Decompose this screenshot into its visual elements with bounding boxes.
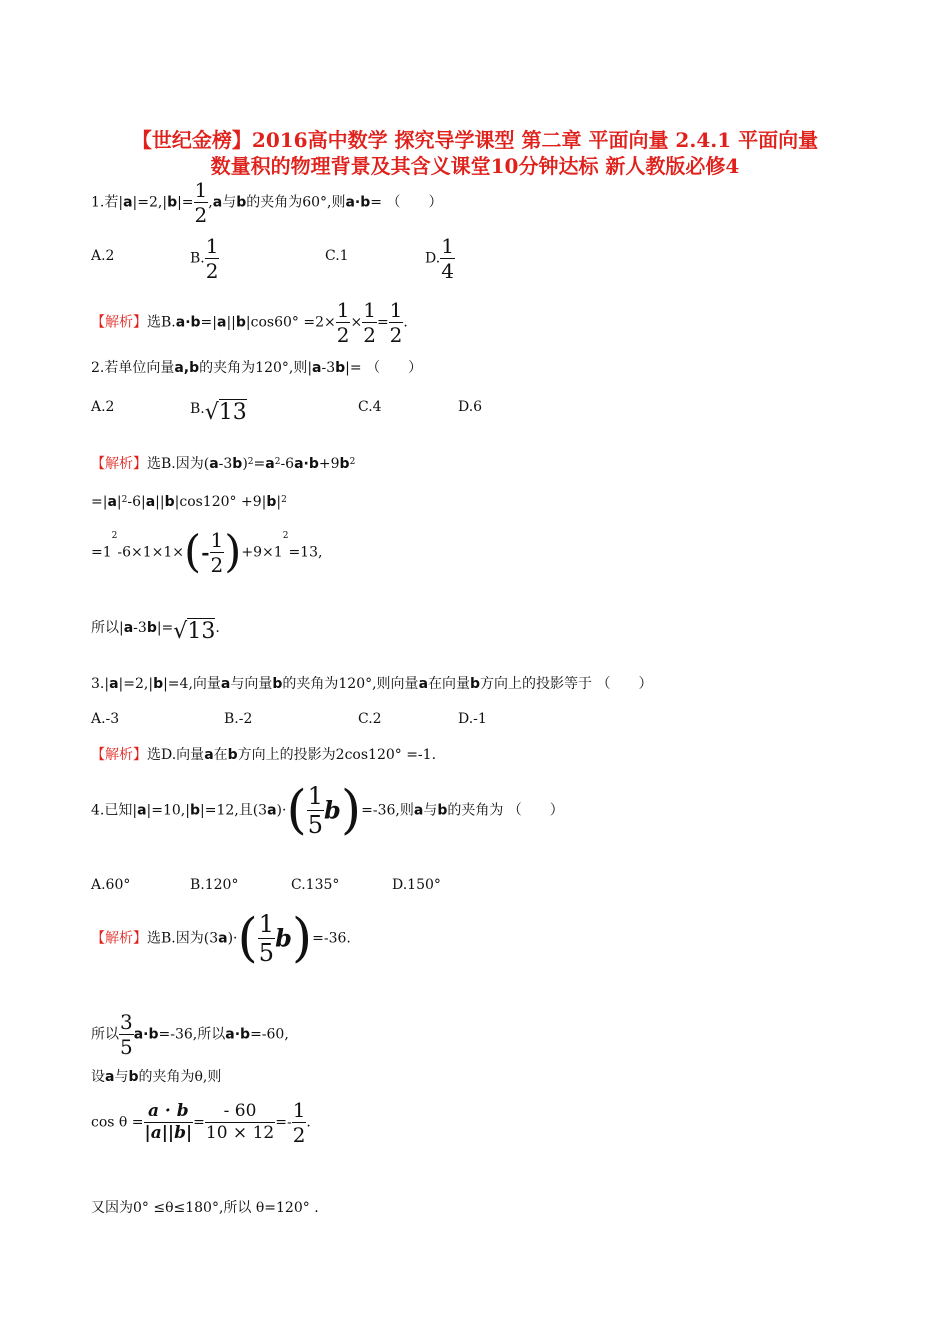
q3-option-b: B.-2 xyxy=(224,711,253,727)
q2-option-d: D.6 xyxy=(458,399,483,415)
q1-option-d: D. $\frac{1}{4}$ xyxy=(425,234,454,283)
q2-option-b: B.√13 xyxy=(190,400,247,425)
q4-option-d: D.150° xyxy=(392,877,441,893)
q1-option-c: C.1 xyxy=(325,248,349,264)
q3-solution: 【解析】选D.向量a在b方向上的投影为2cos120° =-1. xyxy=(91,747,437,763)
q4-solution-line-4: cos θ = $\frac{a \cdot b}{|a||b|}$ = $\frac{- 60}{10 \times 12}$ =- $\frac{1}{2}$ . xyxy=(91,1098,311,1147)
q4-option-a: A.60° xyxy=(91,877,131,893)
q2-solution-line-1: 【解析】选B.因为$(a-3b)^2=a^2-6a\cdot b+9b^2$ xyxy=(91,456,356,472)
q1-option-a: A.2 xyxy=(91,248,115,264)
q4-option-b: B.120° xyxy=(190,877,239,893)
q1-solution: 【解析】选B.a·b=|a||b|cos60° =2× $\frac{1}{2}$ × $\frac{1}{2}$ = $\frac{1}{2}$ . xyxy=(91,298,408,347)
q3-option-a: A.-3 xyxy=(91,711,120,727)
q2-option-c: C.4 xyxy=(358,399,382,415)
q4-solution-line-3: 设a与b的夹角为θ,则 xyxy=(91,1069,222,1085)
q2-option-a: A.2 xyxy=(91,399,115,415)
q4-solution-line-5: 又因为0° ≤θ≤180°,所以 θ=120° . xyxy=(91,1200,319,1216)
q1-option-b: B. $\frac{1}{2}$ xyxy=(190,234,219,283)
q4-solution-line-2: 所以 $\frac{3}{5}$ a·b=-36,所以a·b=-60, xyxy=(91,1010,289,1059)
q3-option-c: C.2 xyxy=(358,711,382,727)
analysis-label: 【解析】 xyxy=(91,314,147,331)
document-title-line-1: 【世纪金榜】2016高中数学 探究导学课型 第二章 平面向量 2.4.1 平面向量 xyxy=(131,128,819,152)
q2-solution-line-4: 所以|a-3b|=√13. xyxy=(91,619,220,644)
question-2: 2.若单位向量a,b的夹角为120°,则|a-3b|= （ ） xyxy=(91,360,423,376)
q4-solution-line-1: 【解析】选B.因为(3a)·( $\frac{1}{5}$ b)=-36. xyxy=(91,908,351,969)
q3-option-d: D.-1 xyxy=(458,711,487,727)
question-3: 3.|a|=2,|b|=4,向量a与向量b的夹角为120°,则向量a在向量b方向上的投影等于 （ ） xyxy=(91,676,653,692)
q4-option-c: C.135° xyxy=(291,877,340,893)
document-title-line-2: 数量积的物理背景及其含义课堂10分钟达标 新人教版必修4 xyxy=(210,154,740,178)
q2-solution-line-2: $=|a|^2-6|a||b|\cos 120^\circ +9|b|^2$ xyxy=(91,494,287,510)
question-4: 4.已知|a|=10,|b|=12,且(3a)·( $\frac{1}{5}$ b)=-36,则a与b的夹角为 （ ） xyxy=(91,780,564,841)
question-1: 1.若|a|=2,|b|= $\frac{1}{2}$ ,a与b的夹角为60°,则a·b= （ ） xyxy=(91,178,443,227)
q2-solution-line-3: $=1^2-6\times 1\times 1\times(-$ $\frac{1}{2}$ )$+9\times 1^2=13$, xyxy=(91,526,323,578)
